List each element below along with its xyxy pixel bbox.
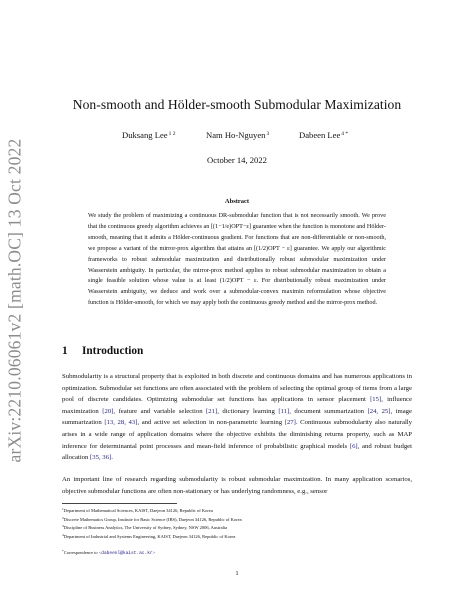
- citation-link[interactable]: [15]: [370, 396, 382, 404]
- author-1: [122, 130, 175, 140]
- author-name: Nam Ho-Nguyen: [206, 130, 266, 140]
- citation-link[interactable]: [20]: [102, 407, 114, 415]
- arxiv-stamp: [2, 138, 28, 462]
- paragraph-text: .: [111, 454, 113, 462]
- intro-paragraph-1: [62, 371, 412, 464]
- footnote: $^1$Department of Mathematical Sciences, KAIST, Daejeon 34126, Republic of Korea: [62, 507, 213, 513]
- author-3: [299, 130, 348, 140]
- author-2: [206, 130, 269, 140]
- citation-link[interactable]: [6]: [349, 442, 358, 450]
- section-heading: [62, 345, 143, 357]
- paragraph-text: , influence maximization: [62, 396, 412, 415]
- footnote: $^3$Discipline of Business Analytics, The University of Sydney, Sydney, NSW 2006, Australia: [62, 524, 228, 530]
- author-affiliation-marks: 3: [266, 131, 270, 137]
- paper-page: [62, 0, 412, 613]
- author-name: Duksang Lee: [122, 130, 168, 140]
- footnote-list: [62, 506, 412, 540]
- correspondence-email-link[interactable]: dabeenl@kaist.ac.kr: [101, 551, 153, 556]
- paper-title: Non-smooth and Hölder-smooth Submodular Maximization: [72, 97, 402, 112]
- citation-link[interactable]: [35, 36]: [90, 454, 112, 462]
- footnote-rule: [62, 503, 177, 504]
- citation-link[interactable]: [24, 25]: [367, 407, 391, 415]
- section-title: Introduction: [82, 345, 144, 357]
- author-affiliation-marks: 4 *: [341, 131, 349, 137]
- citation-link[interactable]: [13, 28, 43]: [104, 419, 138, 427]
- paragraph-text: Submodularity is a structural property that is exploited in both discrete and continuous domains and has numerous applications in optimization. Submodular set functions are often associated with the problem of selecting the optimal group of items from a large pool of discrete candidates. Optimizing submodular set functions has applications in sensor placement: [62, 373, 412, 404]
- page-number: 1: [235, 570, 239, 577]
- author-name: Dabeen Lee: [299, 130, 341, 140]
- correspondence-note: *Correspondence to <dabeenl@kaist.ac.kr>: [62, 549, 156, 556]
- arxiv-stamp-text: arXiv:2210.06061v2 [math.OC] 13 Oct 2022: [4, 138, 25, 462]
- paragraph-text: , dictionary learning: [217, 407, 279, 415]
- paper-date: October 14, 2022: [207, 155, 267, 165]
- paragraph-text: . Continuous submodularity also naturally arises in a wide range of application domains where the objective exhibits the diminishing returns property, such as MAP inference for determinantal point processes and mean-field inference of probabilistic graphical models: [62, 419, 412, 450]
- section-number: 1: [62, 345, 68, 357]
- paragraph-text: , feature and variable selection: [113, 407, 207, 415]
- paragraph-text: , and robust budget allocation: [62, 442, 413, 462]
- paragraph-text: , and active set selection in non-parametric learning: [137, 419, 285, 427]
- citation-link[interactable]: [21]: [206, 407, 218, 415]
- citation-link[interactable]: [27]: [284, 419, 296, 427]
- footnote: $^2$Discrete Mathematics Group, Institute for Basic Science (IBS), Daejeon 34126, Republic of Korea: [62, 515, 242, 522]
- intro-paragraph-2: An important line of research regarding submodularity is robust submodular maximization. In many application scenarios, objective submodular functions are often non-stationary or has underlying randomness, e.g., sensor: [62, 476, 412, 495]
- author-affiliation-marks: 1 2: [168, 131, 176, 137]
- abstract-text: We study the problem of maximizing a continuous DR-submodular function that is not necessarily smooth. We prove that the continuous greedy algorithm achieves an [(1−1/e)OPT−ε] guarantee when the function is monotone and Hölder-smooth, meaning that it admits a Hölder-continuous gradient. For functions that are non-differentiable or non-smooth, we propose a variant of the mirror-prox algorithm that attains an [(1/2)OPT − ε] guarantee. We apply our algorithmic frameworks to robust submodular maximization and distributionally robust submodular maximization under Wasserstein ambiguity. In particular, the mirror-prox method applies to robust submodular maximization to obtain a single feasible solution whose value is at least (1/2)OPT − ε. For distributionally robust maximization under Wasserstein ambiguity, we deduce and work over a submodular-convex maximin reformulation whose objective function is Hölder-smooth, for which we may apply both the continuous greedy method and the mirror-prox method.: [88, 212, 386, 307]
- paragraph-text: , document summarization: [289, 407, 368, 415]
- abstract-heading: Abstract: [224, 198, 250, 205]
- paragraph-text: , image summarization: [62, 407, 412, 427]
- citation-link[interactable]: [11]: [278, 407, 290, 415]
- footnote: $^4$Department of Industrial and Systems Engineering, KAIST, Daejeon 34126, Republic of Korea: [62, 532, 236, 539]
